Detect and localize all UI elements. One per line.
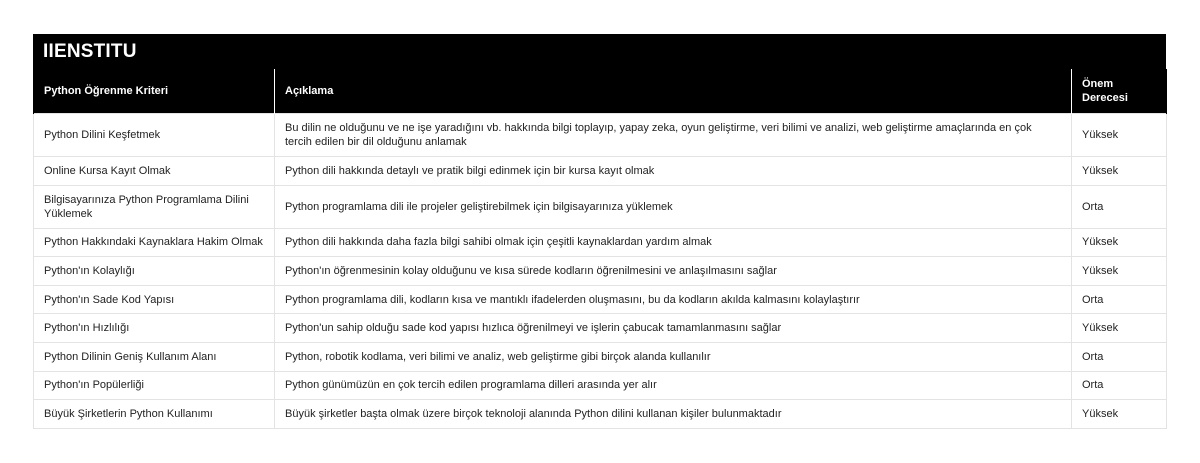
cell-description: Bu dilin ne olduğunu ve ne işe yaradığını vb. hakkında bilgi toplayıp, yapay zeka, oyun geliştirme, veri bilimi ve analizi, web geliştirme amaçlarında en çok tercih edilen bir dil olduğunu anlamak xyxy=(275,114,1072,157)
cell-importance: Orta xyxy=(1072,342,1167,371)
brand-title: IIENSTITU xyxy=(33,34,1166,69)
table-header-row xyxy=(34,69,1167,114)
table-row xyxy=(34,185,1167,228)
cell-criterion: Bilgisayarınıza Python Programlama Dilini Yüklemek xyxy=(34,185,275,228)
cell-criterion: Python'ın Sade Kod Yapısı xyxy=(34,285,275,314)
cell-description: Python programlama dili, kodların kısa ve mantıklı ifadelerden oluşmasını, bu da kodların akılda kalmasını kolaylaştırır xyxy=(275,285,1072,314)
cell-importance: Orta xyxy=(1072,185,1167,228)
cell-criterion: Python'ın Popülerliği xyxy=(34,371,275,400)
cell-importance: Orta xyxy=(1072,371,1167,400)
header-importance: Önem Derecesi xyxy=(1072,69,1167,114)
cell-importance: Yüksek xyxy=(1072,400,1167,429)
cell-criterion: Python Dilini Keşfetmek xyxy=(34,114,275,157)
cell-importance: Yüksek xyxy=(1072,114,1167,157)
table-row xyxy=(34,114,1167,157)
header-description: Açıklama xyxy=(275,69,1072,114)
cell-criterion: Büyük Şirketlerin Python Kullanımı xyxy=(34,400,275,429)
cell-importance: Yüksek xyxy=(1072,314,1167,343)
cell-description: Python, robotik kodlama, veri bilimi ve analiz, web geliştirme gibi birçok alanda kullanılır xyxy=(275,342,1072,371)
cell-description: Büyük şirketler başta olmak üzere birçok teknoloji alanında Python dilini kullanan kişiler bulunmaktadır xyxy=(275,400,1072,429)
cell-criterion: Python Hakkındaki Kaynaklara Hakim Olmak xyxy=(34,228,275,257)
table-row xyxy=(34,257,1167,286)
cell-criterion: Python'ın Hızlılığı xyxy=(34,314,275,343)
cell-description: Python'ın öğrenmesinin kolay olduğunu ve kısa sürede kodların öğrenilmesini ve anlaşılmasını sağlar xyxy=(275,257,1072,286)
cell-description: Python günümüzün en çok tercih edilen programlama dilleri arasında yer alır xyxy=(275,371,1072,400)
table-row xyxy=(34,228,1167,257)
table-row xyxy=(34,342,1167,371)
cell-criterion: Python'ın Kolaylığı xyxy=(34,257,275,286)
table-row xyxy=(34,285,1167,314)
table-container xyxy=(33,34,1166,429)
table-row xyxy=(34,157,1167,186)
table-row xyxy=(34,314,1167,343)
cell-importance: Yüksek xyxy=(1072,228,1167,257)
table-row xyxy=(34,400,1167,429)
table-row xyxy=(34,371,1167,400)
header-criterion: Python Öğrenme Kriteri xyxy=(34,69,275,114)
cell-description: Python programlama dili ile projeler geliştirebilmek için bilgisayarınıza yüklemek xyxy=(275,185,1072,228)
cell-importance: Yüksek xyxy=(1072,257,1167,286)
cell-description: Python dili hakkında daha fazla bilgi sahibi olmak için çeşitli kaynaklardan yardım almak xyxy=(275,228,1072,257)
cell-criterion: Python Dilinin Geniş Kullanım Alanı xyxy=(34,342,275,371)
cell-importance: Orta xyxy=(1072,285,1167,314)
cell-criterion: Online Kursa Kayıt Olmak xyxy=(34,157,275,186)
cell-description: Python'un sahip olduğu sade kod yapısı hızlıca öğrenilmeyi ve işlerin çabucak tamamlanmasını sağlar xyxy=(275,314,1072,343)
cell-description: Python dili hakkında detaylı ve pratik bilgi edinmek için bir kursa kayıt olmak xyxy=(275,157,1072,186)
criteria-table xyxy=(33,69,1167,429)
cell-importance: Yüksek xyxy=(1072,157,1167,186)
